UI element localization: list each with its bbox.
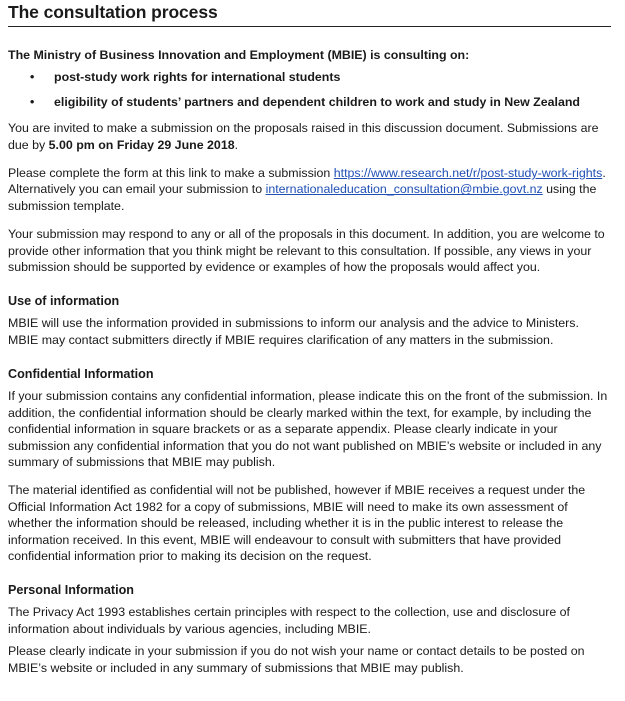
page-title: The consultation process <box>8 2 218 22</box>
confidential-information-heading: Confidential Information <box>8 367 154 382</box>
bullet-icon: • <box>30 94 35 109</box>
submission-method-paragraph <box>8 165 611 214</box>
personal-information-paragraph-1: The Privacy Act 1993 establishes certain principles with respect to the collection, use and disclosure of information about individuals by various agencies, including MBIE. <box>8 605 571 636</box>
deadline-text-end: . <box>234 137 239 152</box>
title-bar <box>8 0 611 27</box>
submission-deadline-paragraph <box>8 120 611 153</box>
submission-email-link[interactable]: internationaleducation_consultation@mbie.govt.nz <box>265 182 543 197</box>
intro-lead: The Ministry of Business Innovation and Employment (MBIE) is consulting on: <box>8 48 470 62</box>
method-text-middle: . Alternatively you can email your submission to <box>8 166 606 197</box>
confidential-information-paragraph-2: The material identified as confidential will not be published, however if MBIE receives a request under the Official Information Act 1982 for a copy of submissions, MBIE will need to make its own assessment of whether the information should be released, including whether it is in the public interest to release the information received. In this event, MBIE will endeavour to consult with submitters that have provided confidential information prior to making its decision on the request. <box>8 483 586 563</box>
method-text-end: using the submission template. <box>8 182 597 213</box>
bullet-icon: • <box>30 70 35 85</box>
list-item-text: eligibility of students’ partners and dependent children to work and study in New Zealand <box>54 94 580 109</box>
personal-information-paragraph-2: Please clearly indicate in your submission if you do not wish your name or contact details to be posted on MBIE’s website or included in any summary of submissions that MBIE may publish. <box>8 644 585 675</box>
deadline-text: You are invited to make a submission on the proposals raised in this discussion document. Submissions are due by <box>8 121 599 152</box>
list-item <box>8 94 611 110</box>
use-of-information-body: MBIE will use the information provided in submissions to inform our analysis and the advice to Ministers. MBIE may contact submitters directly if MBIE requires clarification of any matters in the submission. <box>8 316 579 347</box>
consultation-topics-list <box>8 69 611 110</box>
confidential-information-paragraph-1: If your submission contains any confidential information, please indicate this on the front of the submission. In addition, the confidential information should be clearly marked within the text, for example, by including the confidential information in square brackets or as a separate appendix. Please clearly indicate in your submission any confidential information that you do not want published on MBIE’s website or included in any summary of submissions that MBIE may publish. <box>8 389 608 469</box>
method-text: Please complete the form at this link to make a submission <box>8 166 334 181</box>
personal-information-heading: Personal Information <box>8 583 134 598</box>
deadline-date: 5.00 pm on Friday 29 June 2018 <box>48 137 235 152</box>
submission-scope-paragraph: Your submission may respond to any or all of the proposals in this document. In addition, you are welcome to provide other information that you think might be relevant to this consultation. If possible, any views in your submission should be supported by evidence or examples of how the proposals would affect you. <box>8 227 605 275</box>
list-item-text: post-study work rights for international students <box>54 70 341 85</box>
list-item <box>8 69 611 85</box>
submission-form-link[interactable]: https://www.research.net/r/post-study-work-rights <box>333 166 603 181</box>
use-of-information-heading: Use of information <box>8 294 120 309</box>
